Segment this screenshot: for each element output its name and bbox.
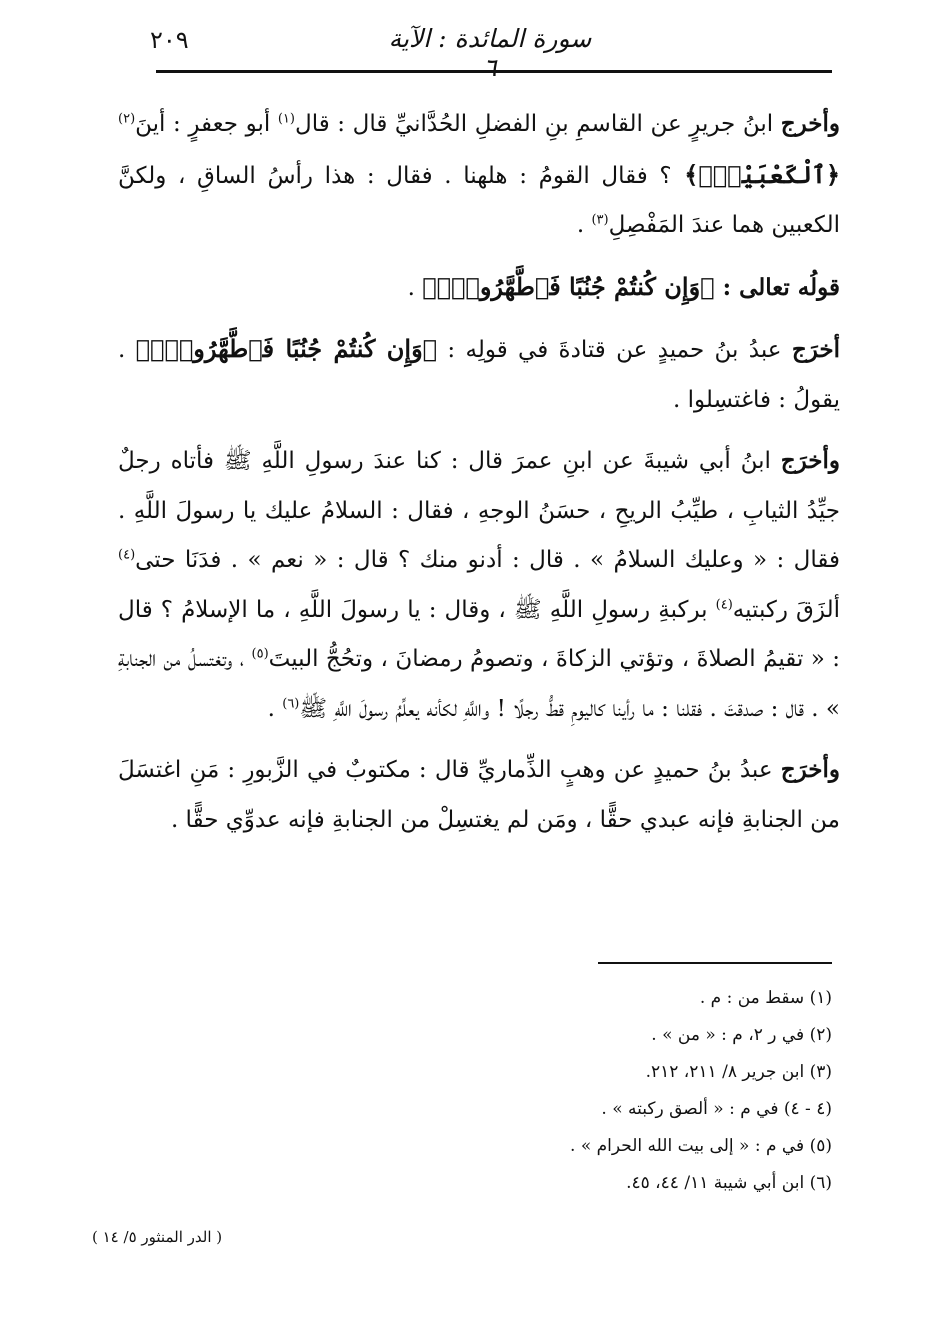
paragraph-text: ، وتغتسلُ من الجنابةِ » . قال : صدقتَ . فقلنا : ما رأينا كاليومِ قطُّ رجلًا ! واللَّهِ لكأنه يعلِّمُ رسولَ اللَّهِ ﷺ (118, 646, 840, 722)
footnote-rule (598, 962, 832, 964)
paragraph-lead: أخرَج (791, 336, 840, 363)
running-header-title: سورة المائدة : الآية ٦ (388, 24, 592, 82)
book-imprint: ( الدر المنثور ٥/ ١٤ ) (92, 1228, 223, 1246)
paragraph-text: أبو جعفرٍ : أينَ (135, 111, 278, 137)
footnote-item: (٣) ابن جرير ٨/ ٢١١، ٢١٢. (645, 1062, 832, 1082)
paragraph-lead: وأخرَج (780, 756, 840, 783)
paragraph-1 (118, 98, 840, 251)
paragraph-text: بركبةِ رسولِ اللَّهِ ﷺ ، وقال : يا رسولَ اللَّهِ ، ما الإسلامُ ؟ قال : « تقيمُ الصلاةَ ، وتؤتي الزكاةَ ، وتصومُ رمضانَ ، وتحُجُّ البيتَ (118, 596, 840, 672)
paragraph-text: ألزَقَ ركبتيه (732, 596, 840, 623)
footnote-item: (٦) ابن أبي شيبة ١١/ ٤٤، ٤٥. (626, 1173, 832, 1193)
footnote-marker: (١) (277, 111, 295, 127)
footnote-item: (٢) في ر ٢، م : « من » . (651, 1025, 832, 1045)
footnote-marker: (٤) (715, 596, 733, 612)
verse-heading: قولُه تعالى : (714, 273, 840, 301)
paragraph-text: ابنُ أبي شيبةَ عن ابنِ عمرَ قال : كنا عندَ رسولِ اللَّهِ ﷺ فأتاه رجلٌ جيِّدُ الثيابِ ، طيِّبُ الريحِ ، حسَنُ الوجهِ ، فقال : السلامُ عليك يا رسولَ اللَّهِ . فقال : « وعليك السلامُ » . قال : أدنو منك ؟ قال : « نعم » . فدَنَا حتى (118, 448, 840, 573)
footnote-marker: (٤) (118, 547, 136, 563)
paragraph-text: . يقولُ : فاغتسِلوا . (118, 337, 840, 413)
footnote-item: (٤ - ٤) في م : « ألصق ركبته » . (601, 1099, 832, 1119)
footnote-marker: (٥) (251, 646, 269, 662)
footnotes (500, 980, 832, 1202)
footnote-marker: (٣) (591, 212, 609, 228)
footnote-item: (١) سقط من : م . (699, 988, 832, 1008)
paragraph-text: . (407, 274, 423, 301)
paragraph-5 (118, 745, 840, 845)
paragraph-lead: وأخرج (780, 110, 840, 137)
quran-quote: ﴿ٱلْكَعْبَيْنِۚ﴾ (671, 159, 841, 189)
paragraph-2 (118, 262, 840, 314)
paragraph-text: عبدُ بنُ حميدٍ عن قتادةَ في قولِه : (437, 337, 792, 363)
paragraph-4 (118, 436, 840, 734)
footnote-marker: (٢) (118, 111, 136, 127)
quran-quote: ﴿وَإِن كُنتُمْ جُنُبًا فَٱطَّهَّرُوا۟ۚ﴾ (135, 334, 438, 363)
paragraph-text: ؟ فقال القومُ : هلهنا . فقال : هذا رأسُ الساقِ ، ولكنَّ الكعبين هما عندَ المَفْصِلِ (118, 162, 840, 238)
footnote-marker: (٦) (282, 695, 300, 711)
paragraph-text: . (267, 695, 283, 722)
paragraph-text: . (576, 212, 592, 238)
paragraph-text: ابنُ جريرٍ عن القاسمِ بنِ الفضلِ الحُدَّانيِّ قال : قال (294, 111, 781, 137)
header-rule (156, 70, 832, 73)
paragraph-3 (118, 324, 840, 425)
paragraph-text: عبدُ بنُ حميدٍ عن وهبٍ الذِّماريِّ قال : مكتوبٌ في الزَّبورِ : مَنِ اغتسَلَ من الجنابةِ فإنه عبدي حقًّا ، ومَن لم يغتسِلْ من الجنابةِ فإنه عدوِّي حقًّا . (118, 757, 840, 833)
footnote-item: (٥) في م : « إلى بيت الله الحرام » . (570, 1136, 832, 1156)
main-text (118, 98, 840, 856)
quran-quote: ﴿وَإِن كُنتُمْ جُنُبًا فَٱطَّهَّرُوا۟ۚ﴾ (422, 271, 715, 301)
page-number: ٢٠٩ (150, 26, 189, 54)
paragraph-lead: وأخرَج (780, 447, 840, 474)
